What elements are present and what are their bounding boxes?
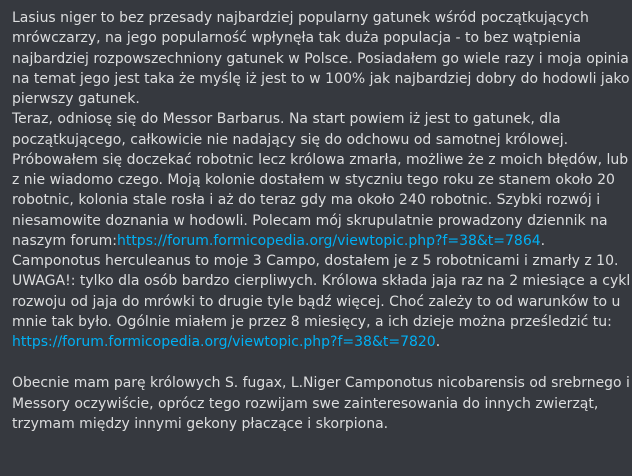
link-prefix-text: naszym forum: — [12, 232, 117, 249]
link-suffix-text: . — [435, 334, 441, 350]
message-line: Próbowałem się doczekać robotnic lecz królowa zmarła, możliwe że z moich błędów, lub — [12, 151, 629, 168]
message-line: mnie tak było. Ogólnie miałem je przez 8 miesięcy, a ich dzieje można prześledzić tu: — [12, 313, 612, 330]
message-line: pierwszy gatunek. — [12, 91, 140, 107]
message-line: na temat jego jest taka że myślę iż jest to w 100% jak najbardziej dobry do hodowli jako — [12, 70, 630, 87]
chat-message-body — [12, 8, 630, 434]
message-line: Camponotus herculeanus to moje 3 Campo, dostałem je z 5 robotnicami i zmarły z 10. — [12, 253, 619, 269]
message-line: Obecnie mam parę królowych S. fugax, L.Niger Camponotus nicobarensis od srebrnego i — [12, 375, 630, 392]
message-line: robotnic, kolonia stale rosła i aż do teraz gdy ma około 240 robotnic. Szybki rozwój i — [12, 192, 601, 209]
paragraph-gap — [12, 352, 630, 373]
message-line-with-link — [12, 231, 630, 251]
message-line: UWAGA!: tylko dla osób bardzo cierpliwych. Królowa składa jaja raz na 2 miesiące a cykl — [12, 273, 631, 290]
message-line: mrówczarzy, na jego popularność wpłynęła tak duża populacja - to bez wątpienia — [12, 30, 582, 47]
message-line: najbardziej rozpowszechniony gatunek w Polsce. Posiadałem go wiele razy i moja opinia — [12, 50, 629, 67]
forum-link-7820[interactable]: https://forum.formicopedia.org/viewtopic.php?f=38&t=7820 — [12, 334, 436, 350]
message-line: rozwoju od jaja do mrówki to drugie tyle bądź więcej. Choć zależy to od warunków to u — [12, 293, 621, 310]
message-line: Teraz, odniosę się do Messor Barbarus. Na start powiem iż jest to gatunek, dla — [12, 111, 561, 128]
message-line: Lasius niger to bez przesady najbardziej popularny gatunek wśród początkujących — [12, 10, 589, 26]
message-line: Messory oczywiście, oprócz tego rozwijam swe zainteresowania do innych zwierząt, — [12, 395, 599, 412]
message-line: początkującego, całkowicie nie nadający się do odchowu od samotnej królowej. — [12, 131, 569, 148]
message-line-with-link — [12, 332, 630, 352]
forum-link-7864[interactable]: https://forum.formicopedia.org/viewtopic.php?f=38&t=7864 — [116, 232, 541, 249]
message-line: z nie wiadomo czego. Moją kolonie dostałem w styczniu tego roku ze stanem około 20 — [12, 172, 615, 188]
message-line: trzymam między innymi gekony płaczące i skorpiona. — [12, 415, 389, 432]
link-suffix-text: . — [540, 232, 546, 249]
message-line: niesamowite doznania w hodowli. Polecam mój skrupulatnie prowadzony dziennik na — [12, 212, 608, 229]
